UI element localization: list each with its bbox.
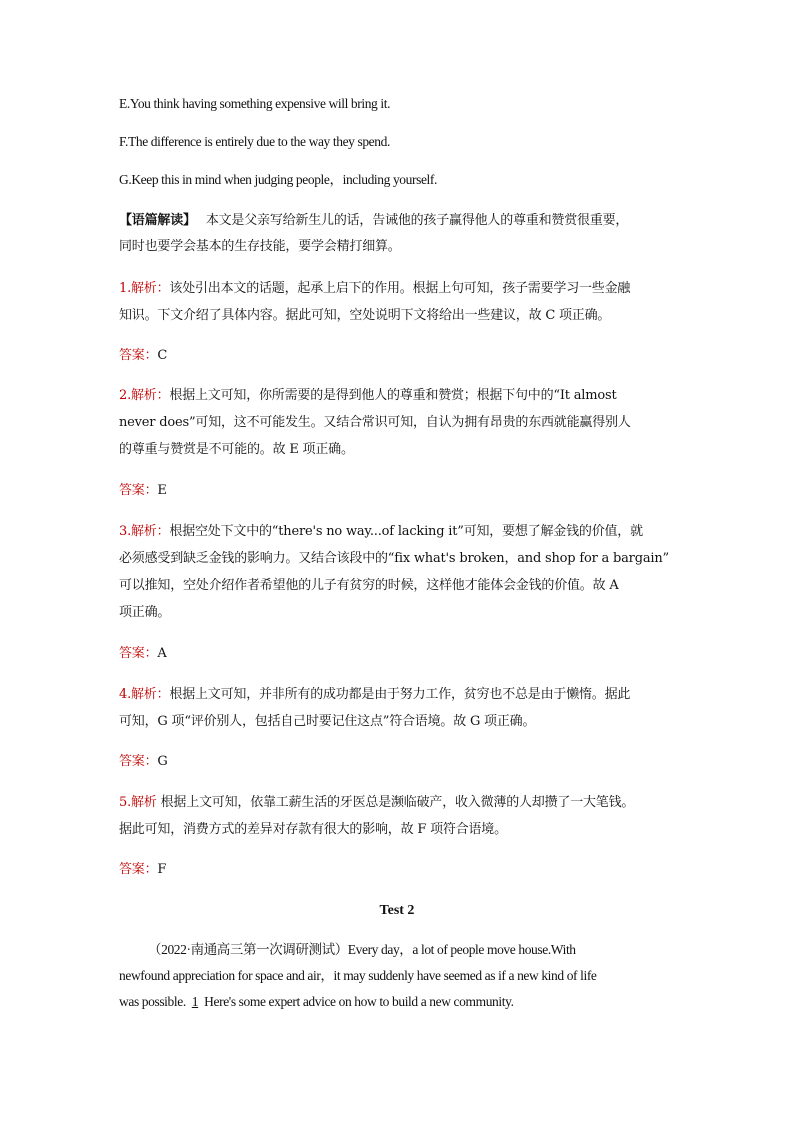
answer-3 xyxy=(119,644,679,664)
answer-value: F xyxy=(157,862,167,877)
passage-line-1: （2022·南通高三第一次调研测试）Every day，a lot of people move house.With xyxy=(148,942,576,957)
summary-line-1 xyxy=(119,211,679,231)
answer-5 xyxy=(119,860,679,880)
blank-1: 1 xyxy=(191,994,199,1009)
explanation-label: 5.解析 xyxy=(119,795,157,810)
answer-label: 答案： xyxy=(119,754,158,769)
option-e: E.You think having something expensive will bring it. xyxy=(119,96,391,111)
explanation-1: 1.解析：该处引出本文的话题，起承上启下的作用。根据上句可知，孩子需要学习一些金融 xyxy=(119,281,631,296)
explanation-label: 4.解析： xyxy=(119,687,170,702)
explanation-4: 4.解析：根据上文可知，并非所有的成功都是由于努力工作，贫穷也不总是由于懒惰。据此 xyxy=(119,687,631,702)
answer-value: A xyxy=(157,646,167,661)
explanation-label: 1.解析： xyxy=(119,281,170,296)
answer-4 xyxy=(119,752,679,772)
explanation-2: 2.解析：根据上文可知，你所需要的是得到他人的尊重和赞赏；根据下句中的“It almost xyxy=(119,388,617,403)
option-g: G.Keep this in mind when judging people，including yourself. xyxy=(119,172,437,187)
explanation-2-line: 的尊重与赞赏是不可能的。故 E 项正确。 xyxy=(119,442,354,457)
explanation-4-line: 可知，G 项“评价别人，包括自己时要记住这点”符合语境。故 G 项正确。 xyxy=(119,714,536,729)
section-title: Test 2 xyxy=(379,903,415,918)
explanation-label: 2.解析： xyxy=(119,388,170,403)
answer-label: 答案： xyxy=(119,483,158,498)
summary-line-2: 同时也要学会基本的生存技能，要学会精打细算。 xyxy=(119,239,401,254)
explanation-5: 5.解析 根据上文可知，依靠工薪生活的牙医总是濒临破产，收入微薄的人却攒了一大笔钱。 xyxy=(119,795,635,810)
explanation-3-line: 可以推知，空处介绍作者希望他的儿子有贫穷的时候，这样他才能体会金钱的价值。故 A xyxy=(119,578,619,593)
explanation-2-line: never does”可知，这不可能发生。又结合常识可知，自认为拥有昂贵的东西就能赢得别人 xyxy=(119,415,631,430)
answer-value: E xyxy=(157,483,167,498)
passage-line-3: was possible. 1 Here's some expert advice on how to build a new community. xyxy=(119,992,679,1012)
option-f: F.The difference is entirely due to the way they spend. xyxy=(119,134,390,149)
answer-2 xyxy=(119,481,679,501)
summary-label: 【语篇解读】 xyxy=(119,213,196,228)
explanation-label: 3.解析： xyxy=(119,524,170,539)
answer-label: 答案： xyxy=(119,348,158,363)
answer-1 xyxy=(119,346,679,366)
explanation-3-line: 必须感受到缺乏金钱的影响力。又结合该段中的“fix what's broken，and shop for a bargain” xyxy=(119,551,669,566)
summary-text-1: 本文是父亲写给新生儿的话，告诫他的孩子赢得他人的尊重和赞赏很重要， xyxy=(205,213,629,228)
answer-value: C xyxy=(157,348,168,363)
answer-value: G xyxy=(157,754,168,769)
answer-label: 答案： xyxy=(119,862,158,877)
explanation-1-line: 知识。下文介绍了具体内容。据此可知，空处说明下文将给出一些建议，故 C 项正确。 xyxy=(119,308,611,323)
explanation-3: 3.解析：根据空处下文中的“there's no way...of lacking it”可知，要想了解金钱的价值，就 xyxy=(119,524,643,539)
answer-label: 答案： xyxy=(119,646,158,661)
explanation-5-line: 据此可知，消费方式的差异对存款有很大的影响，故 F 项符合语境。 xyxy=(119,822,507,837)
passage-line-2: newfound appreciation for space and air，it may suddenly have seemed as if a new kind of life xyxy=(119,968,597,983)
explanation-3-line: 项正确。 xyxy=(119,605,171,620)
